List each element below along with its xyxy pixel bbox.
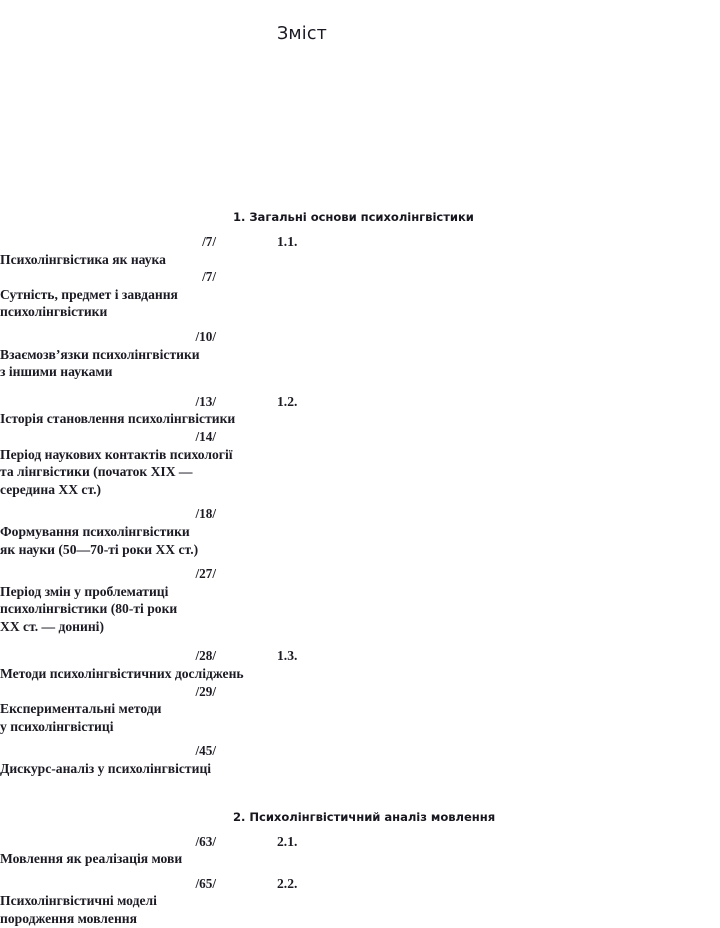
entry-title-line: як науки (50—70-ті роки XX ст.) xyxy=(0,541,199,557)
chapter-heading: 2. Психолінгвістичний аналіз мовлення xyxy=(233,809,496,824)
entry-title xyxy=(0,876,720,928)
entry-title-line: психолінгвістики xyxy=(0,304,108,320)
entry-section-number: 1.2. xyxy=(277,393,298,409)
entry-title xyxy=(0,506,720,558)
entry-section-number: 1.1. xyxy=(277,234,298,249)
entry-title xyxy=(0,648,720,682)
entry-title-line: Період змін у проблематиці xyxy=(0,583,169,599)
heading-spacer xyxy=(0,226,720,233)
entry-title-line: з іншими науками xyxy=(0,364,113,380)
entry-title-line: та лінгвістики (початок XIX — xyxy=(0,464,193,480)
entry-title-line: Методи психолінгвістичних досліджень xyxy=(0,666,244,682)
entry-page-number: /28/ xyxy=(195,648,216,664)
heading-spacer xyxy=(0,826,720,833)
entry-page-number: /45/ xyxy=(195,743,216,759)
toc-entry[interactable] xyxy=(0,393,720,428)
entry-title xyxy=(0,684,720,736)
entry-title-line: Мовлення як реалізація мови xyxy=(0,851,183,867)
entry-page-number: /7/ xyxy=(202,269,216,285)
entry-spacer xyxy=(0,635,720,647)
entry-title-line: XX ст. — донині) xyxy=(0,618,104,634)
toc-entry[interactable] xyxy=(0,233,720,268)
entry-spacer xyxy=(0,381,720,393)
entry-title xyxy=(0,429,720,498)
entry-title-line: Експериментальні методи xyxy=(0,701,162,717)
entry-page-number: /14/ xyxy=(195,428,216,444)
entry-title xyxy=(0,566,720,635)
entry-title-line: Формування психолінгвістики xyxy=(0,523,190,539)
chapter-spacer xyxy=(0,778,720,808)
entry-title-line: Взаємозв’язки психолінгвістики xyxy=(0,346,200,362)
entry-title xyxy=(0,743,720,777)
entry-title-line: породження мовлення xyxy=(0,911,137,926)
entry-title xyxy=(0,834,720,868)
entry-page-number: /65/ xyxy=(195,875,216,891)
toc-entry[interactable] xyxy=(0,833,720,868)
entry-page-number: /7/ xyxy=(202,234,216,249)
toc-entry[interactable] xyxy=(0,565,720,635)
entry-section-number: 2.2. xyxy=(277,875,298,891)
entry-page-number: /27/ xyxy=(195,566,216,582)
entry-title-line: середина XX ст.) xyxy=(0,481,102,497)
entry-section-number: 2.1. xyxy=(277,833,298,849)
entry-spacer xyxy=(0,498,720,505)
entry-section-number: 1.3. xyxy=(277,648,298,664)
entry-page-number: /63/ xyxy=(195,833,216,849)
toc-entry[interactable] xyxy=(0,875,720,928)
entry-page-number: /29/ xyxy=(195,683,216,699)
entry-title-line: Психолінгвістика як наука xyxy=(0,251,166,267)
entry-title-line: Період наукових контактів психології xyxy=(0,446,233,462)
entry-spacer xyxy=(0,868,720,875)
entry-title-line: Психолінгвістичні моделі xyxy=(0,893,157,909)
table-of-contents xyxy=(0,208,720,928)
entry-title-line: Дискурс-аналіз у психолінгвістиці xyxy=(0,761,212,777)
toc-chapter xyxy=(0,208,720,778)
toc-entry[interactable] xyxy=(0,683,720,736)
toc-entry[interactable] xyxy=(0,505,720,558)
toc-entry[interactable] xyxy=(0,328,720,381)
entry-title-line: психолінгвістики (80-ті роки xyxy=(0,601,178,617)
toc-chapter xyxy=(0,778,720,928)
toc-entry[interactable] xyxy=(0,742,720,777)
page-title: Зміст xyxy=(276,24,328,44)
entry-page-number: /13/ xyxy=(195,393,216,409)
entry-title-line: Сутність, предмет і завдання xyxy=(0,286,178,302)
entry-title xyxy=(0,234,720,268)
entry-title xyxy=(0,394,720,428)
entry-spacer xyxy=(0,558,720,565)
toc-entry[interactable] xyxy=(0,647,720,682)
entry-title-line: Історія становлення психолінгвістики xyxy=(0,411,236,427)
entry-page-number: /10/ xyxy=(195,328,216,344)
entry-title xyxy=(0,329,720,381)
entry-page-number: /18/ xyxy=(195,506,216,522)
chapter-heading: 1. Загальні основи психолінгвістики xyxy=(233,210,474,224)
toc-entry[interactable] xyxy=(0,268,720,321)
entry-spacer xyxy=(0,321,720,328)
toc-entry[interactable] xyxy=(0,428,720,498)
entry-title-line: у психолінгвістиці xyxy=(0,718,114,734)
entry-title xyxy=(0,269,720,321)
entry-spacer xyxy=(0,735,720,742)
